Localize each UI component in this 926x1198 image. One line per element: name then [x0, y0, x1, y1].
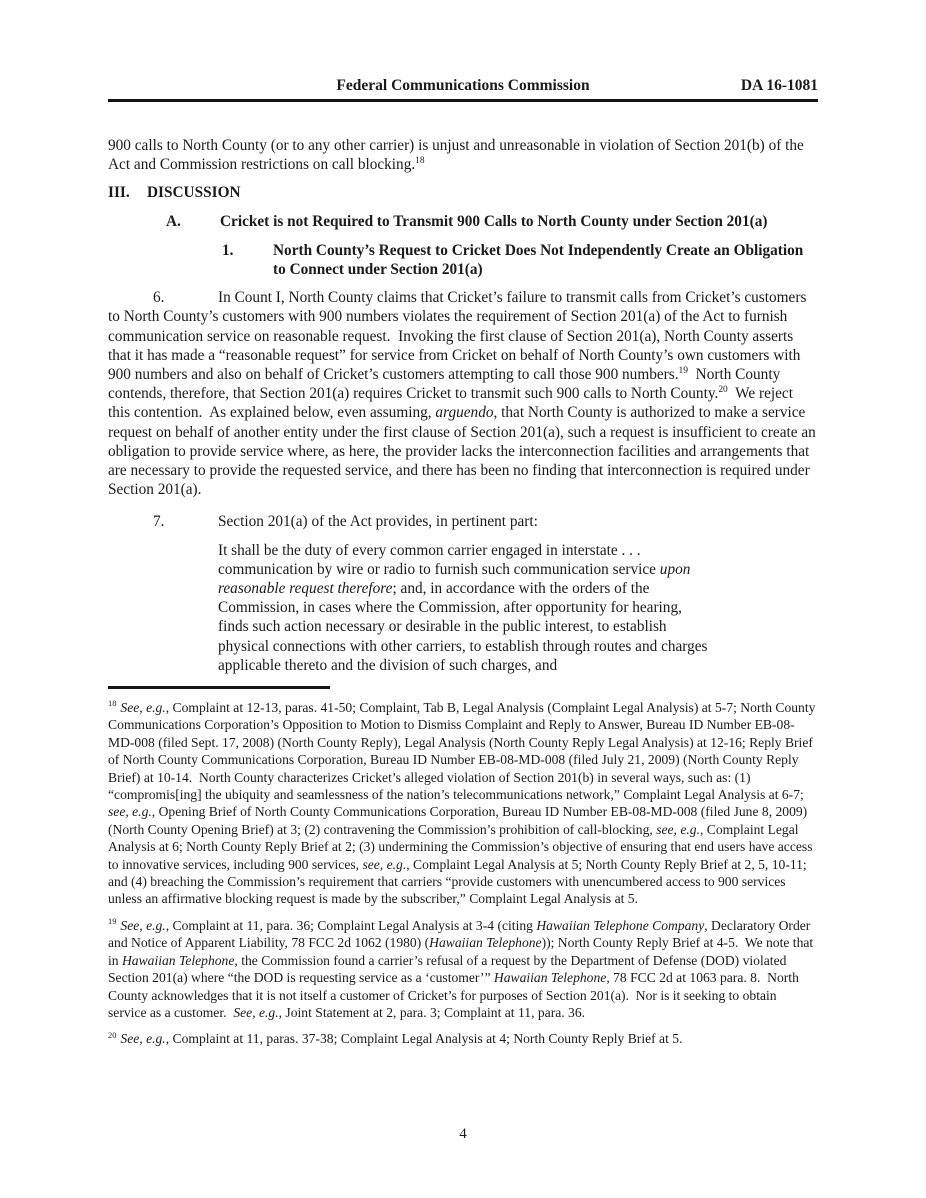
- paragraph-6-text: In Count I, North County claims that Cricket’s failure to transmit calls from Cricket’s customers to North County’s customers with 900 numbers violates the requirement of Section 201(a) of the Act to furnish communication service on reasonable request. Invoking the first clause of Section 201(a), North County asserts that it has made a “reasonable request” for service from Cricket on behalf of North County’s own customers with 900 numbers and also on behalf of Cricket’s customers attempting to call those 900 numbers.$^{19}$ North County contends, therefore, that Section 201(a) requires Cricket to transmit such 900 calls to North County.$^{20}$ We reject this contention. As explained below, even assuming, arguendo, that North County is authorized to make a service request on behalf of another entity under the first clause of Section 201(a), such a request is insufficient to create an obligation to provide service where, as here, the provider lacks the interconnection facilities and arrangements that are necessary to provide the requested service, and there has been no finding that interconnection is required under Section 201(a).: [108, 289, 820, 499]
- header-title: Federal Communications Commission: [336, 77, 590, 94]
- document-body: [108, 136, 818, 675]
- heading-discussion: [108, 183, 818, 202]
- heading-discussion-title: DISCUSSION: [147, 184, 241, 202]
- footnote-18: [108, 699, 818, 908]
- paragraph-6-number: 6.: [153, 289, 165, 307]
- paragraph-7-number: 7.: [153, 513, 165, 531]
- heading-1: [108, 241, 818, 279]
- footnote-20-marker: 20: [108, 1029, 117, 1040]
- heading-discussion-number: III.: [108, 184, 130, 202]
- heading-a: [108, 212, 818, 231]
- footnote-19: [108, 917, 818, 1021]
- heading-a-number: A.: [166, 212, 181, 230]
- footnote-18-text: See, e.g., Complaint at 12-13, paras. 41-50; Complaint, Tab B, Legal Analysis (Complaint Legal Analysis) at 5-7; North County Communications Corporation’s Opposition to Motion to Dismiss Complaint and Reply to Answer, Bureau ID Number EB-08-MD-008 (filed Sept. 17, 2008) (North County Reply), Legal Analysis (North County Reply Legal Analysis) at 12-16; Reply Brief of North County Communications Corporation, Bureau ID Number EB-08-MD-008 (filed July 21, 2009) (North County Reply Brief) at 10-14. North County characterizes Cricket’s alleged violation of Section 201(b) in several ways, such as: (1) “compromis[ing] the ubiquity and seamlessness of the nation’s telecommunications network,” Complaint Legal Analysis at 6-7; see, e.g., Opening Brief of North County Communications Corporation, Bureau ID Number EB-08-MD-008 (filed June 8, 2009) (North County Opening Brief) at 3; (2) contravening the Commission’s prohibition of call-blocking, see, e.g., Complaint Legal Analysis at 6; North County Reply Brief at 2; (3) undermining the Commission’s objective of ensuring that end users have access to innovative services, including 900 services, see, e.g., Complaint Legal Analysis at 5; North County Reply Brief at 2, 5, 10-11; and (4) breaching the Commission’s requirement that carriers “provide customers with unencumbered access to 900 services unless an affirmative blocking request is made by the subscriber,” Complaint Legal Analysis at 5.: [108, 700, 819, 907]
- paragraph-continuation: 900 calls to North County (or to any other carrier) is unjust and unreasonable in violation of Section 201(b) of the Act and Commission restrictions on call blocking.$^{18}$: [108, 137, 807, 174]
- footnote-19-marker: 19: [108, 916, 117, 927]
- block-quote: It shall be the duty of every common carrier engaged in interstate . . . communication by wire or radio to furnish such communication service upon reasonable request therefore; and, in accordance with the orders of the Commission, in cases where the Commission, after opportunity for hearing, finds such action necessary or desirable in the public interest, to establish physical connections with other carriers, to establish through routes and charges applicable thereto and the division of such charges, and: [218, 541, 712, 674]
- footnotes-section: [108, 686, 818, 1057]
- header-doc-number: DA 16-1081: [740, 77, 818, 94]
- page-header: [108, 77, 818, 102]
- page-number: 4: [459, 1126, 467, 1142]
- heading-a-title: Cricket is not Required to Transmit 900 Calls to North County under Section 201(a): [220, 212, 768, 230]
- footnote-20-text: See, e.g., Complaint at 11, paras. 37-38; Complaint Legal Analysis at 4; North County Reply Brief at 5.: [120, 1031, 683, 1047]
- paragraph-7: [108, 512, 818, 531]
- paragraph-6: [108, 288, 818, 499]
- footnote-20: [108, 1030, 818, 1047]
- footnote-separator: [108, 686, 330, 689]
- footnote-19-text: See, e.g., Complaint at 11, para. 36; Complaint Legal Analysis at 3-4 (citing Hawaiian Telephone Company, Declaratory Order and Notice of Apparent Liability, 78 FCC 2d 1062 (1980) (Hawaiian Telephone)); North County Reply Brief at 4-5. We note that in Hawaiian Telephone, the Commission found a carrier’s refusal of a request by the Department of Defense (DOD) violated Section 201(a) where “the DOD is requesting service as a ‘customer’” Hawaiian Telephone, 78 FCC 2d at 1063 para. 8. North County acknowledges that it is not itself a customer of Cricket’s for purposes of Section 201(a). Nor is it seeking to obtain service as a customer. See, e.g., Joint Statement at 2, para. 3; Complaint at 11, para. 36.: [108, 917, 817, 1020]
- heading-1-title: North County’s Request to Cricket Does Not Independently Create an Obligation to Connect under Section 201(a): [273, 241, 804, 279]
- heading-1-number: 1.: [222, 241, 234, 259]
- footnote-18-marker: 18: [108, 698, 117, 709]
- paragraph-7-text: Section 201(a) of the Act provides, in pertinent part:: [218, 513, 538, 531]
